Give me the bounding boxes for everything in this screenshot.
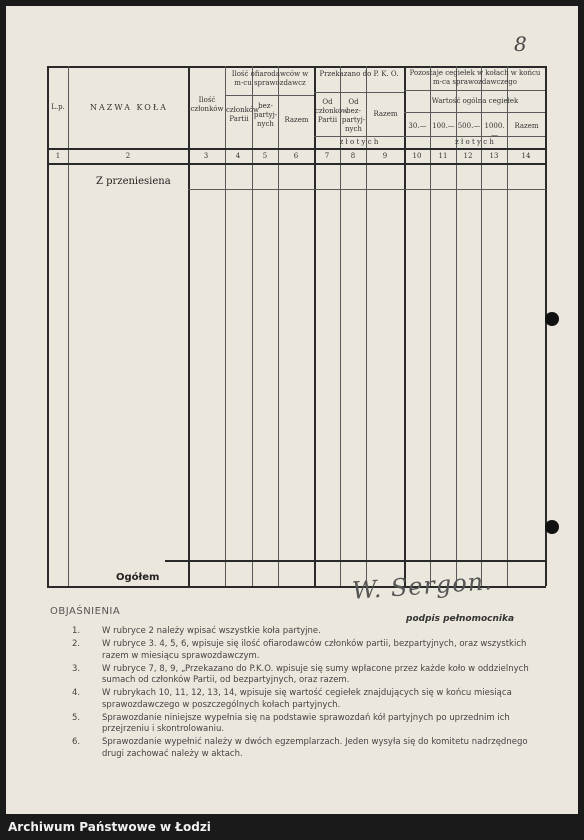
row-line [314, 136, 545, 137]
column-number: 13 [489, 152, 499, 160]
table-right-border [545, 66, 547, 586]
column-number: 12 [463, 152, 473, 160]
col-line [225, 66, 226, 586]
note-item: 1. W rubryce 2 należy wpisać wszystkie koła partyjne. [72, 626, 321, 636]
z-przeniesienia-label: Z przeniesiena [96, 176, 171, 187]
column-number: 2 [125, 152, 131, 160]
archive-name: Archiwum Państwowe w Łodzi [8, 820, 211, 834]
header-zlotych-cegielki: z ł o t y c h [455, 138, 494, 146]
objasnienia-title: OBJAŚNIENIA [50, 606, 121, 617]
row-line [188, 189, 546, 190]
row-line [47, 148, 546, 150]
column-number: 9 [382, 152, 388, 160]
header-razem-cegielki: Razem [514, 122, 539, 130]
header-przekazano: Przekazano do P. K. O. [319, 70, 399, 78]
header-lp: L.p. [51, 103, 65, 111]
col-line [68, 66, 69, 586]
note-item: 6. Sprawozdanie wypełnić należy w dwóch egzemplarzach. Jeden wysyła się do komitetu nadrzędnego drugi zachować należy w aktach. [72, 737, 528, 759]
col-line [252, 66, 253, 586]
header-bezpartyjnych: bez-partyj-nych [253, 102, 278, 128]
header-v500: 500.— [457, 122, 481, 130]
col-line [188, 66, 190, 586]
table-top-border [47, 66, 546, 68]
handwritten-signature: W. Sergon. [351, 567, 494, 605]
column-number: 3 [203, 152, 209, 160]
row-line [404, 112, 545, 113]
archive-footer [0, 814, 584, 840]
column-number: 7 [324, 152, 330, 160]
column-number: 11 [438, 152, 448, 160]
header-nazwa: NAZWA KOŁA [90, 103, 168, 112]
header-v100: 100.— [432, 122, 455, 130]
note-item: 2. W rubryce 3. 4, 5, 6, wpisuje się ilość ofiarodawców członków partii, bezpartyjnych, oraz wszystkich razem w miesiącu sprawozdawczym. [72, 638, 527, 661]
note-item: 4. W rubrykach 10, 11, 12, 13, 14, wpisuje się wartość cegiełek znajdujących się w końcu miesiąca sprawozdawczego w poszczególnych kołach partyjnych. [72, 688, 512, 710]
ogolem-label: Ogółem [116, 572, 160, 583]
col-line [278, 66, 279, 586]
signature-label: podpis pełnomocnika [406, 614, 515, 624]
row-line [47, 163, 546, 165]
row-line [165, 560, 546, 562]
row-line [314, 92, 404, 93]
objasnienia-notes [66, 626, 552, 762]
row-line [404, 90, 545, 91]
header-razem: Razem [284, 116, 309, 124]
header-razem-pko: Razem [373, 110, 398, 118]
header-pozostaje: Pozostaje cegiełek w kołach w końcu m-ca sprawozdawczego [409, 69, 541, 86]
header-v30: 30.— [408, 122, 427, 130]
header-ofiarodawcy: Ilość ofiarodawców w m-cu sprawozdawcz [231, 70, 309, 87]
column-number: 8 [350, 152, 356, 160]
header-czlonkow: członków Partii [226, 106, 260, 123]
column-number: 10 [412, 152, 422, 160]
column-number: 14 [521, 152, 531, 160]
note-item: 5. Sprawozdanie niniejsze wypełnia się na podstawie sprawozdań kół partyjnych po uprzednim ich przejrzeniu i skontrolowaniu. [72, 712, 510, 735]
header-ilosc: Ilość członków [190, 96, 224, 113]
punch-hole [545, 312, 559, 326]
header-zlotych-pko: z ł o t y c h [339, 138, 379, 146]
column-number: 4 [235, 152, 241, 160]
page-number: 8 [514, 32, 527, 56]
header-v1000: 1000.— [484, 122, 505, 139]
table-left-border [47, 66, 49, 586]
row-line [225, 95, 314, 96]
column-number: 6 [293, 152, 299, 160]
column-number: 1 [55, 152, 61, 160]
column-number: 5 [262, 152, 268, 160]
punch-hole [545, 520, 559, 534]
header-wartosc: Wartość ogólna cegiełek [431, 97, 519, 105]
header-od-czlonkow: Od członków Partii [315, 98, 349, 124]
note-item: 3. W rubryce 7, 8, 9, „Przekazano do P.K.O. wpisuje się sumy wpłacone przez każde koło w oddzielnych sumach od członków Partii, od bezpartyjnych, oraz razem. [72, 663, 529, 686]
header-od-bezpartyjnych: Od bez-partyj-nych [341, 98, 366, 133]
